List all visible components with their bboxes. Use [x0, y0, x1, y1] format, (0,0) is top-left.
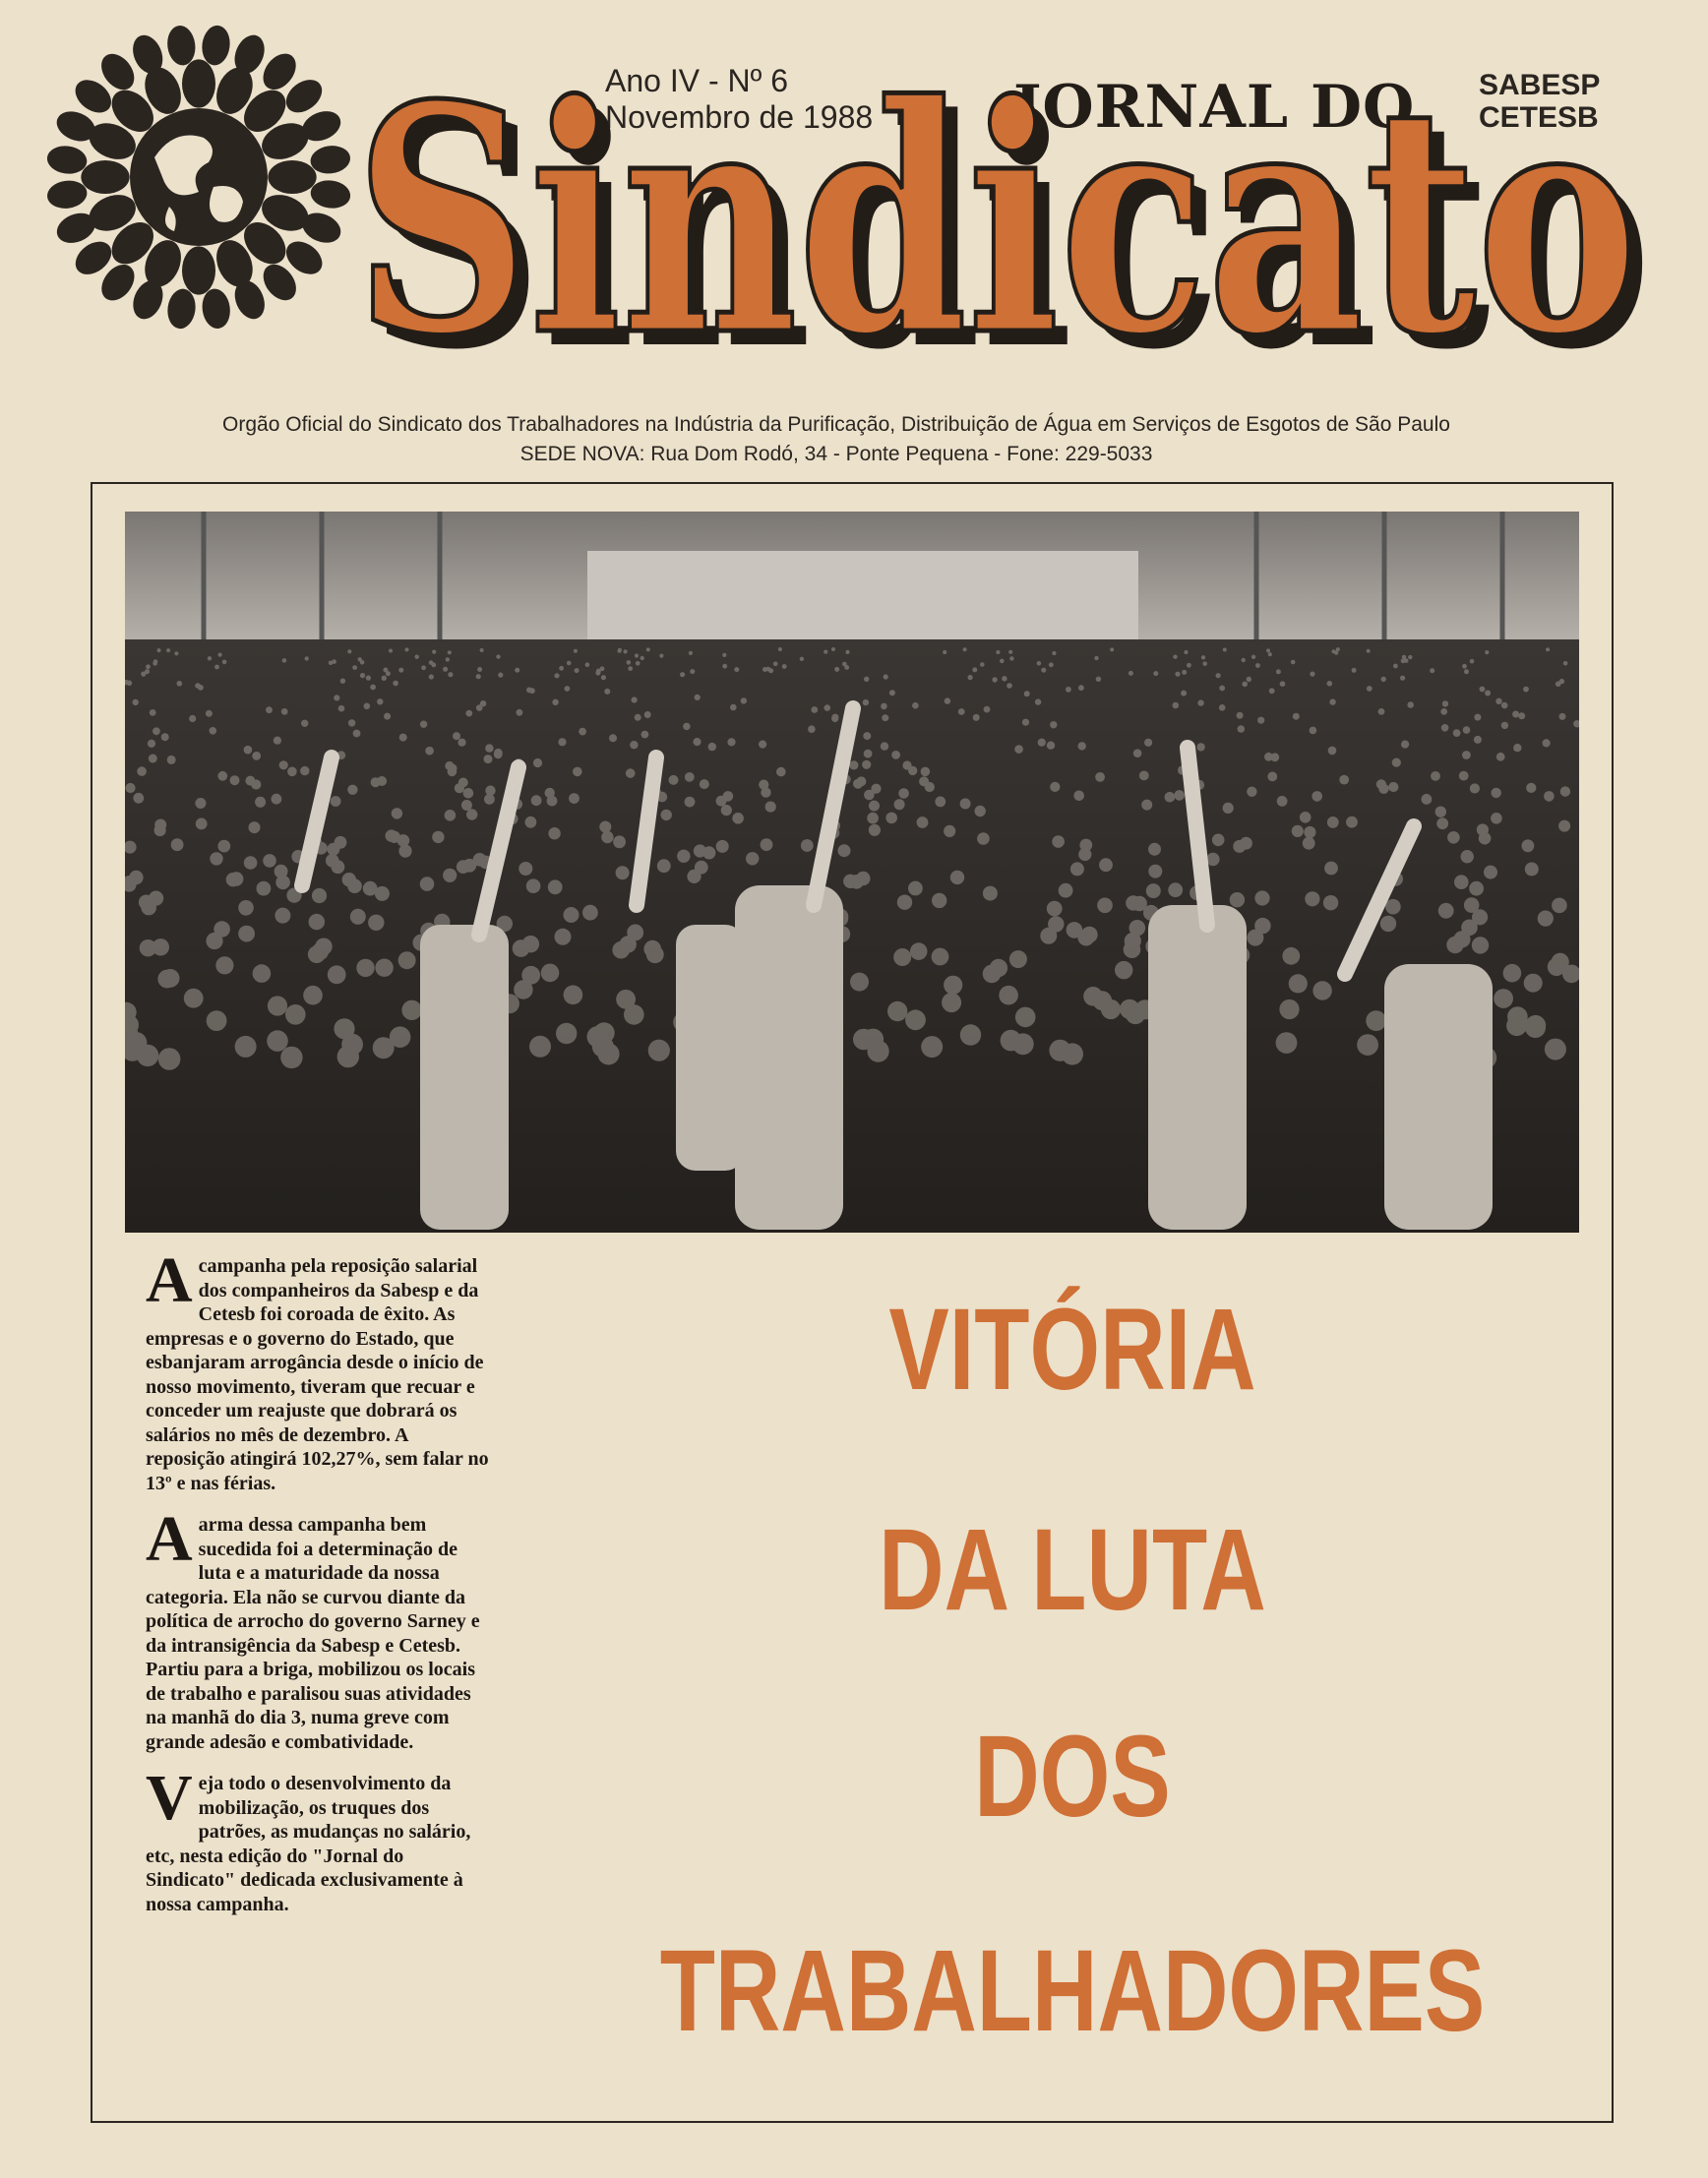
issue-number: Ano IV - Nº 6 — [605, 63, 788, 98]
union-sun-logo — [41, 20, 356, 334]
masthead-subtitle — [148, 410, 1525, 469]
headline-line: DA LUTA — [879, 1505, 1266, 1635]
official-organ-line: Orgão Oficial do Sindicato dos Trabalhadores na Indústria da Purificação, Distribuição de Água em Serviços de Esgotos de São Paulo — [222, 413, 1450, 436]
article-column — [146, 1244, 490, 1934]
masthead-title — [354, 36, 1663, 418]
headline-line: DOS — [974, 1712, 1171, 1842]
headline-line: VITÓRIA — [888, 1285, 1256, 1415]
article-paragraph: Veja todo o desenvolvimento da mobilização, os truques dos patrões, as mudanças no salário, etc, nesta edição do "Jornal do Sindicato" dedicada exclusivamente à nossa campanha. — [146, 1762, 471, 1915]
drop-cap: A — [146, 1244, 193, 1316]
masthead-title-shadow: Sindicato — [368, 50, 1652, 418]
article-paragraph: Aarma dessa campanha bem sucedida foi a determinação de luta e a maturidade da nossa categoria. Ela não se curvou diante da política de arrocho do governo Sarney e da intransigência da Sabesp e Cetesb. Partiu para a briga, mobilizou os locais de trabalho e paralisou suas atividades na manhã do dia 3, numa greve com grande adesão e combatividade. — [146, 1503, 480, 1753]
issue-date: Novembro de 1988 — [605, 99, 874, 135]
org-cetesb: CETESB — [1479, 101, 1599, 134]
jornal-do-label: JORNAL DO — [1013, 73, 1416, 142]
headline-line: TRABALHADORES — [659, 1926, 1486, 2056]
article-paragraph: Acampanha pela reposição salarial dos companheiros da Sabesp e da Cetesb foi coroada de êxito. As empresas e o governo do Estado, que esbanjaram arrogância desde o início de nosso movimento, tiveram que recuar e conceder um reajuste que dobrará os salários no mês de dezembro. A reposição atingirá 102,27%, sem falar no 13º e nas férias. — [146, 1244, 489, 1494]
assembly-crowd-photo — [125, 512, 1579, 1233]
drop-cap: V — [146, 1762, 193, 1834]
drop-cap: A — [146, 1503, 193, 1575]
org-sabesp: SABESP — [1479, 69, 1601, 101]
masthead-title-text: Sindicato — [354, 36, 1638, 404]
address-line: SEDE NOVA: Rua Dom Rodó, 34 - Ponte Pequena - Fone: 229-5033 — [519, 443, 1153, 465]
